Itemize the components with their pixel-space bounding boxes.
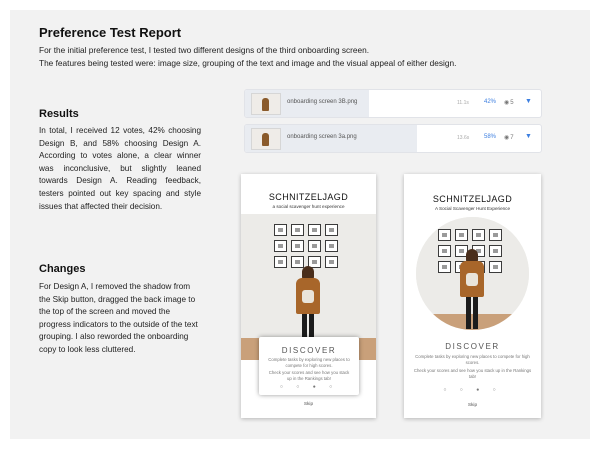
vote-percent: 42% — [484, 99, 497, 105]
design-a-mockup — [404, 174, 541, 418]
view-count: 7 — [510, 135, 514, 141]
test-result-row-design-a[interactable] — [244, 124, 542, 153]
thumbnail-image — [251, 128, 281, 150]
eye-icon[interactable]: ◉7 — [504, 135, 514, 141]
file-name: onboarding screen 3B.png — [287, 99, 358, 105]
onboarding-copy-2: Check your scores and see how you stack up in the Rankings tab! — [268, 370, 350, 381]
intro-line-2: The features being tested were: image size, grouping of the text and image and the visual appeal of either design. — [39, 58, 457, 68]
gallery-image — [416, 217, 529, 330]
results-body: In total, I received 12 votes, 42% choosing Design B, and 58% choosing Design A. According to votes alone, a clear winner was inconclusive, but slightly leaned towards Design A. Reading feedback, testers pointed out key spacing and style issues that affected their decision. — [39, 126, 201, 211]
tagline: a social scavenger hunt experience — [272, 204, 345, 209]
skip-button[interactable]: Skip — [303, 402, 314, 407]
vote-percent: 58% — [484, 134, 497, 140]
onboarding-copy-2: Check your scores and see how you stack up in the Rankings tab! — [413, 368, 532, 379]
onboarding-copy-1: Complete tasks by exploring new places to compete for high scores. — [415, 354, 530, 365]
changes-heading: Changes — [39, 263, 86, 275]
file-name: onboarding screen 3a.png — [287, 134, 357, 140]
changes-body: For Design A, I removed the shadow from the Skip button, dragged the back image to the top of the screen and moved the progress indicators to the outside of the text grouping. I also reworded the onboarding copy to look less cluttered. — [39, 282, 198, 354]
brand-name: SCHNITZELJAGD — [432, 194, 513, 204]
thumbnail-image — [251, 93, 281, 115]
filter-icon[interactable]: ▼ — [525, 98, 532, 105]
tagline: A Social Scavenger Hunt Experience — [434, 206, 511, 211]
view-count: 5 — [510, 100, 514, 106]
report-intro — [39, 44, 579, 70]
time-value: 11.1s — [457, 100, 469, 106]
eye-icon[interactable]: ◉5 — [504, 100, 514, 106]
skip-button[interactable]: Skip — [467, 403, 478, 408]
onboarding-copy-1: Complete tasks by exploring new places to compete for high scores. — [268, 357, 350, 368]
progress-indicator[interactable]: ○ ○ ● ○ — [443, 387, 502, 393]
brand-name: SCHNITZELJAGD — [268, 192, 349, 202]
discover-heading: DISCOVER — [281, 346, 337, 355]
intro-line-1: For the initial preference test, I tested two different designs of the third onboarding screen. — [39, 45, 370, 55]
text-card — [259, 337, 359, 395]
results-heading: Results — [39, 108, 79, 120]
time-value: 13.6s — [457, 135, 470, 141]
discover-heading: DISCOVER — [445, 342, 500, 351]
design-b-mockup — [241, 174, 376, 418]
filter-icon[interactable]: ▼ — [525, 133, 532, 140]
report-title: Preference Test Report — [39, 25, 182, 40]
person-figure — [457, 249, 487, 330]
progress-indicator[interactable]: ○ ○ ● ○ — [279, 384, 339, 390]
test-result-row-design-b[interactable] — [244, 89, 542, 118]
